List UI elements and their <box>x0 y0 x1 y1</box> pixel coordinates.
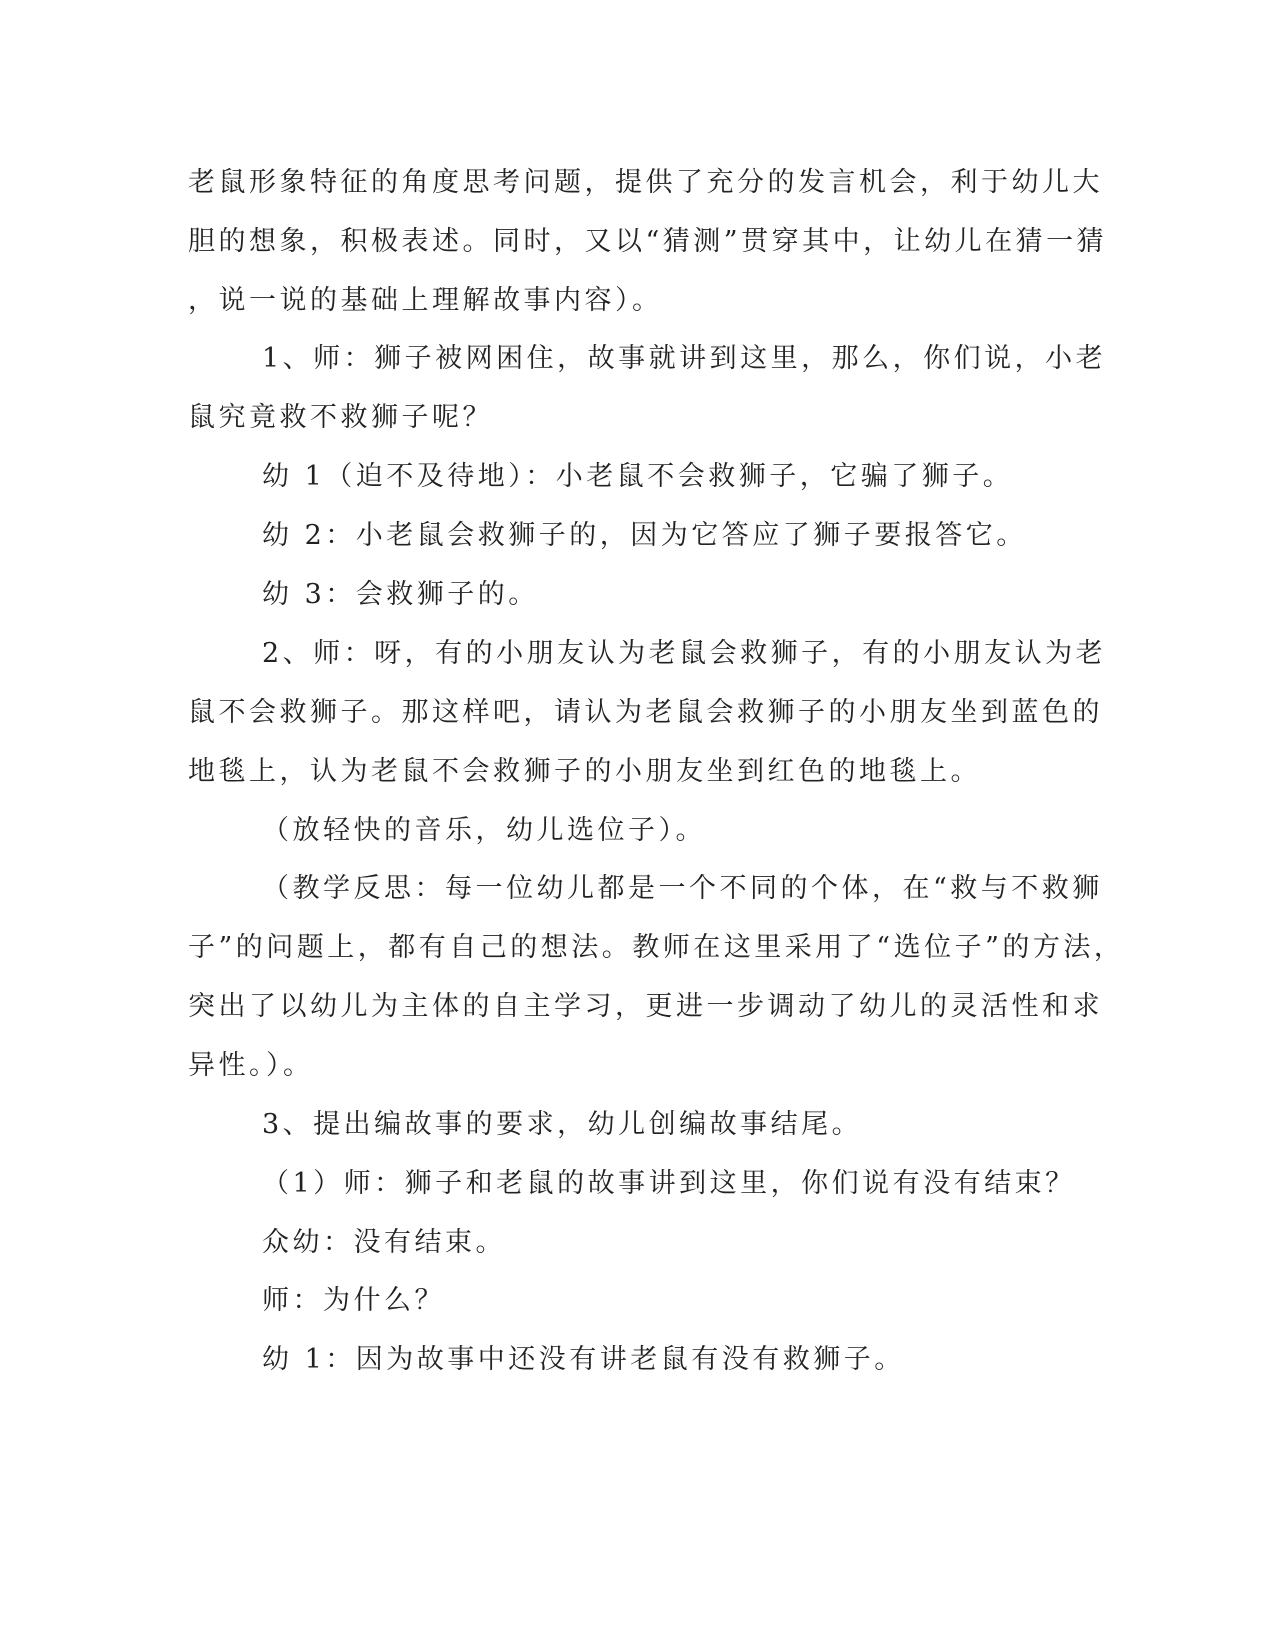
text-line: 3、提出编故事的要求，幼儿创编故事结尾。 <box>262 1109 863 1140</box>
text-line: 幼 2：小老鼠会救狮子的，因为它答应了狮子要报答它。 <box>262 520 1027 551</box>
text-line: 幼 1（迫不及待地）：小老鼠不会救狮子，它骗了狮子。 <box>262 461 1014 492</box>
text-line: 2、师：呀，有的小朋友认为老鼠会救狮子，有的小朋友认为老 <box>262 638 1107 669</box>
text-line: 胆的想象，积极表述。同时，又以“猜测”贯穿其中，让幼儿在猜一猜 <box>188 226 1108 257</box>
text-line: 突出了以幼儿为主体的自主学习，更进一步调动了幼儿的灵活性和求 <box>188 991 1103 1022</box>
text-line: （1）师：狮子和老鼠的故事讲到这里，你们说有没有结束？ <box>262 1168 1076 1199</box>
text-line: 子”的问题上，都有自己的想法。教师在这里采用了“选位子”的方法， <box>188 932 1125 963</box>
text-line: 师：为什么？ <box>262 1285 445 1316</box>
text-line: 地毯上，认为老鼠不会救狮子的小朋友坐到红色的地毯上。 <box>188 756 981 787</box>
text-line: 异性。）。 <box>188 1050 314 1081</box>
text-line: 鼠不会救狮子。那这样吧，请认为老鼠会救狮子的小朋友坐到蓝色的 <box>188 697 1103 728</box>
text-line: 幼 1：因为故事中还没有讲老鼠有没有救狮子。 <box>262 1344 905 1375</box>
text-line: 幼 3：会救狮子的。 <box>262 579 539 610</box>
text-line: 1、师：狮子被网困住，故事就讲到这里，那么，你们说，小老 <box>262 343 1107 374</box>
text-line: （教学反思：每一位幼儿都是一个不同的个体，在“救与不救狮 <box>262 873 1103 904</box>
text-line: ，说一说的基础上理解故事内容）。 <box>188 285 663 316</box>
text-line: 鼠究竟救不救狮子呢？ <box>188 402 493 433</box>
text-line: 众幼：没有结束。 <box>262 1227 506 1258</box>
text-line: 老鼠形象特征的角度思考问题，提供了充分的发言机会，利于幼儿大 <box>188 167 1103 198</box>
text-line: （放轻快的音乐，幼儿选位子）。 <box>262 815 706 846</box>
